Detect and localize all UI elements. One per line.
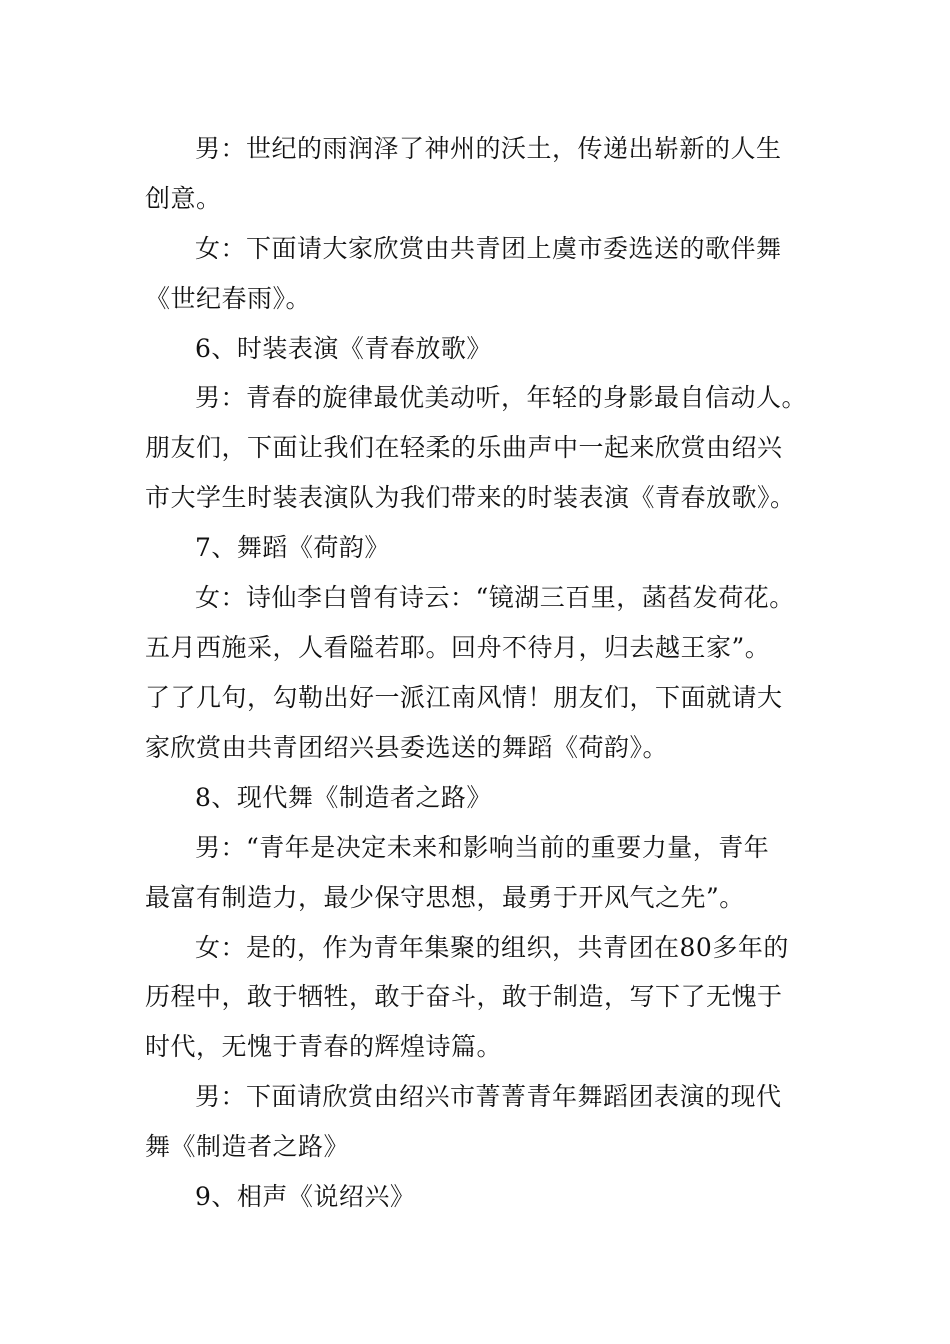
paragraph-line: 家欣赏由共青团绍兴县委选送的舞蹈《荷韵》。 bbox=[145, 733, 669, 762]
paragraph-line: 男：青春的旋律最优美动听，年轻的身影最自信动人。 bbox=[195, 383, 808, 412]
paragraph-line: 舞《制造者之路》 bbox=[145, 1132, 350, 1161]
paragraph-line: 历程中，敢于牺牲，敢于奋斗，敢于制造，写下了无愧于 bbox=[145, 982, 783, 1011]
paragraph-line: 朋友们，下面让我们在轻柔的乐曲声中一起来欣赏由绍兴 bbox=[145, 433, 783, 462]
paragraph-line: 最富有制造力，最少保守思想，最勇于开风气之先”。 bbox=[145, 883, 745, 912]
paragraph-line: 五月西施采，人看隘若耶。回舟不待月，归去越王家”。 bbox=[145, 633, 771, 662]
paragraph-line: 创意。 bbox=[145, 184, 222, 213]
paragraph-line: 时代，无愧于青春的辉煌诗篇。 bbox=[145, 1032, 503, 1061]
paragraph-line: 女：下面请大家欣赏由共青团上虞市委选送的歌伴舞 bbox=[195, 234, 782, 263]
section-heading: 7、舞蹈《荷韵》 bbox=[195, 533, 390, 562]
paragraph-line: 了了几句，勾勒出好一派江南风情！朋友们，下面就请大 bbox=[145, 683, 783, 712]
paragraph-line: 市大学生时装表演队为我们带来的时装表演《青春放歌》。 bbox=[145, 483, 796, 512]
paragraph-line: 男：世纪的雨润泽了神州的沃土，传递出崭新的人生 bbox=[195, 134, 782, 163]
section-heading: 8、现代舞《制造者之路》 bbox=[195, 783, 492, 812]
paragraph-line: 女：诗仙李白曾有诗云：“镜湖三百里，菡萏发荷花。 bbox=[195, 583, 795, 612]
paragraph-line: 女：是的，作为青年集聚的组织，共青团在80多年的 bbox=[195, 933, 789, 962]
paragraph-line: 《世纪春雨》。 bbox=[145, 284, 312, 313]
section-heading: 9、相声《说绍兴》 bbox=[195, 1182, 416, 1211]
paragraph-line: 男：下面请欣赏由绍兴市菁菁青年舞蹈团表演的现代 bbox=[195, 1082, 782, 1111]
paragraph-line: 男：“青年是决定未来和影响当前的重要力量，青年 bbox=[195, 833, 770, 862]
section-heading: 6、时装表演《青春放歌》 bbox=[195, 334, 492, 363]
